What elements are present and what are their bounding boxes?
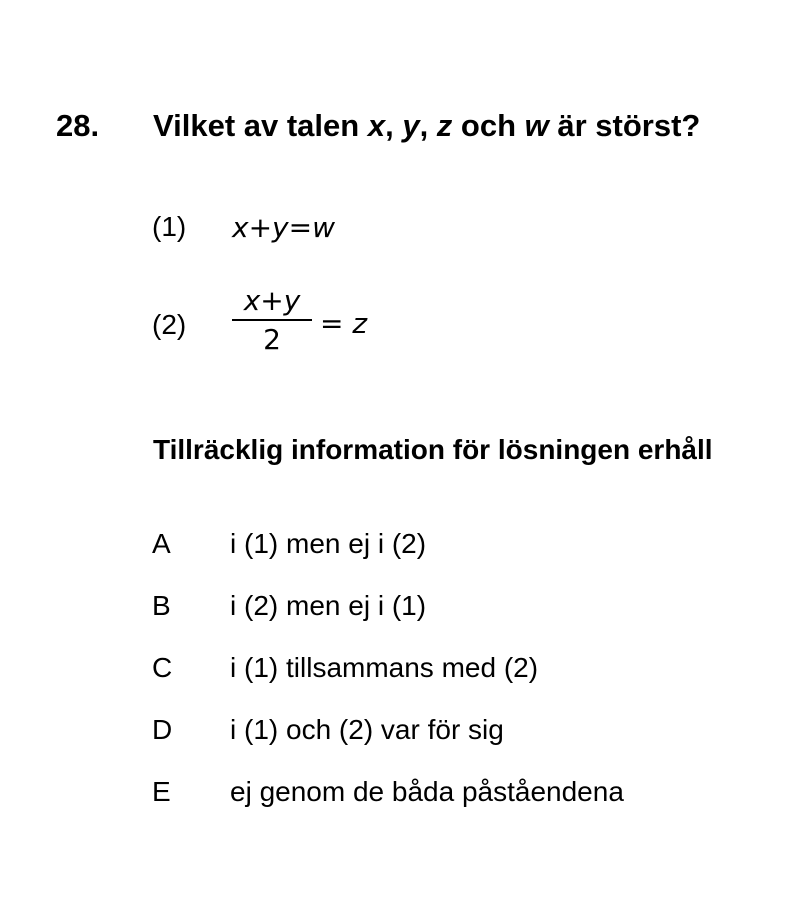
instruction-text: Tillräcklig information för lösningen erhåll bbox=[153, 434, 713, 465]
option-e-letter: E bbox=[152, 776, 171, 807]
question-text-suffix: är störst? bbox=[548, 108, 701, 143]
option-c-text: i (1) tillsammans med (2) bbox=[230, 652, 539, 683]
option-c-letter: C bbox=[152, 652, 173, 683]
question-text bbox=[153, 108, 700, 144]
option-d-text: i (1) och (2) var för sig bbox=[230, 714, 504, 745]
option-a-letter: A bbox=[152, 528, 171, 559]
question-comma-2: , bbox=[419, 108, 437, 143]
question-comma-1: , bbox=[385, 108, 403, 143]
statement-1-formula bbox=[232, 211, 335, 244]
statement-2-label: (2) bbox=[152, 309, 187, 340]
question-och: och bbox=[452, 108, 525, 143]
variable-z: z bbox=[436, 108, 453, 143]
question-number: 28. bbox=[56, 108, 100, 143]
variable-x: x bbox=[367, 108, 386, 143]
variable-w: w bbox=[524, 108, 549, 143]
fraction-numerator: x+y bbox=[243, 284, 301, 317]
question-text-prefix: Vilket av talen bbox=[153, 108, 368, 143]
statement-2-rhs bbox=[320, 307, 367, 340]
statement-2-rhs-text: = z bbox=[320, 307, 368, 340]
statement-2-fraction bbox=[232, 284, 312, 356]
option-d-letter: D bbox=[152, 714, 173, 745]
option-a-text: i (1) men ej i (2) bbox=[230, 528, 427, 559]
statement-1-formula-text: x+y=w bbox=[232, 211, 335, 244]
option-b-letter: B bbox=[152, 590, 171, 621]
fraction-denominator: 2 bbox=[263, 323, 281, 356]
statement-1-label: (1) bbox=[152, 211, 187, 242]
fraction-bar bbox=[232, 319, 312, 321]
option-b-text: i (2) men ej i (1) bbox=[230, 590, 427, 621]
option-e-text: ej genom de båda påståendena bbox=[230, 776, 624, 807]
variable-y: y bbox=[402, 108, 420, 143]
